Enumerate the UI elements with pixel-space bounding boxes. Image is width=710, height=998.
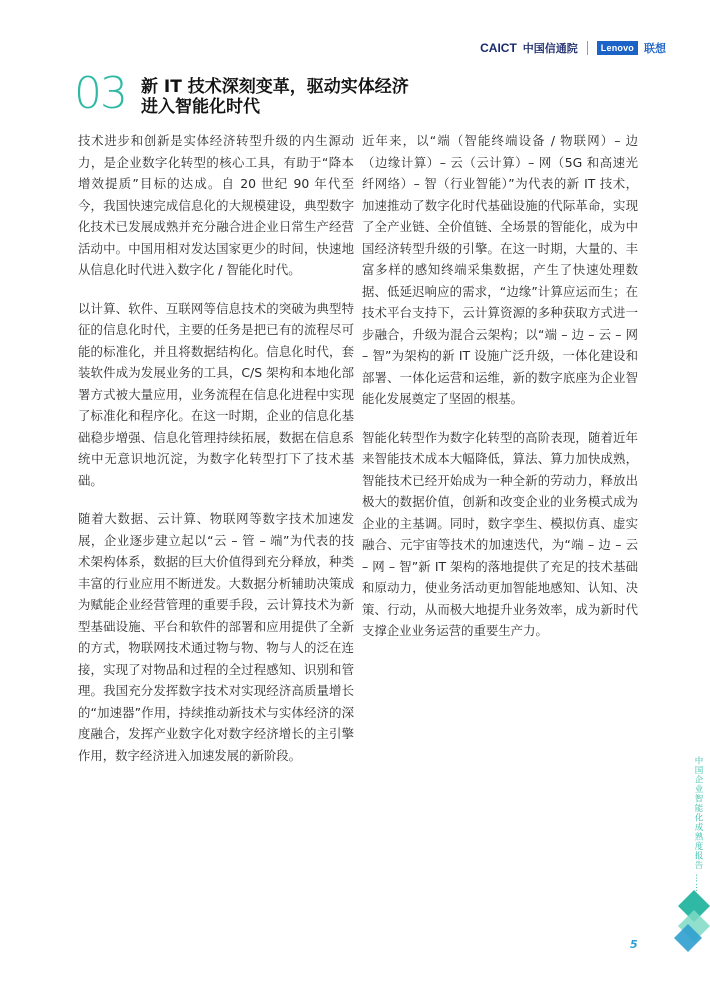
right-column — [362, 130, 638, 659]
logo-divider — [587, 41, 588, 55]
section-title — [141, 77, 501, 117]
page-number: 5 — [630, 938, 638, 951]
paragraph: 技术进步和创新是实体经济转型升级的内生源动力，是企业数字化转型的核心工具，有助于“降本增效提质”目标的达成。自 20 世纪 90 年代至今，我国快速完成信息化的大规模建设，典型数字化技术已发展成熟并充分融合进企业日常生产经营活动中。中国用相对发达国家更少的时间，快速地从信息化时代进入数字化 / 智能化时代。 — [78, 133, 354, 277]
section-title-line1: 新 IT 技术深刻变革，驱动实体经济 — [141, 77, 409, 97]
lenovo-logo: Lenovo — [597, 41, 638, 55]
paragraph: 随着大数据、云计算、物联网等数字技术加速发展，企业逐步建立起以“云 – 管 – 端”为代表的技术架构体系，数据的巨大价值得到充分释放，种类丰富的行业应用不断迸发。大数据分析辅助决策成为赋能企业经营管理的重要手段，云计算技术为新型基础设施、平台和软件的部署和应用提供了全新的方式，物联网技术通过物与物、物与人的泛在连接，实现了对物品和过程的全过程感知、识别和管理。我国充分发挥数字技术对实现经济高质量增长的“加速器”作用，持续推动新技术与实体经济的深度融合，发挥产业数字化对数字经济增长的主引擎作用，数字经济进入加速发展的新阶段。 — [78, 511, 354, 763]
section-title-line2: 进入智能化时代 — [141, 97, 260, 117]
section-number: 03 — [74, 68, 126, 119]
left-column — [78, 130, 354, 783]
paragraph: 智能化转型作为数字化转型的高阶表现，随着近年来智能技术成本大幅降低，算法、算力加快成熟，智能技术已经开始成为一种全新的劳动力，释放出极大的数据价值，创新和改变企业的业务模式成为企业的主基调。同时，数字孪生、模拟仿真、虚实融合、元宇宙等技术的加速迭代，为“端 – 边 – 云 – 网 – 智”新 IT 架构的落地提供了充足的技术基础和原动力，使业务活动更加智能地感知、认知、决策、行动，从而极大地提升业务效率，成为新时代支撑企业业务运营的重要生产力。 — [362, 429, 638, 638]
header-logos — [480, 40, 666, 56]
caict-logo: CAICT — [480, 41, 517, 55]
paragraph: 近年来，以“端（智能终端设备 / 物联网）– 边（边缘计算）– 云（云计算）– 网（5G 和高速光纤网络）– 智（行业智能）”为代表的新 IT 技术，加速推动了数字化时代基础设施的代际革命，实现了全产业链、全价值链、全场景的智能化，成为中国经济转型升级的引擎。在这一时期，大量的、丰富多样的感知终端采集数据，产生了快速处理数据、低延迟响应的需求，“边缘”计算应运而生；在技术平台支持下，云计算资源的多种获取方式进一步融合，升级为混合云架构；以“端 – 边 – 云 – 网 – 智”为架构的新 IT 设施广泛升级，一体化建设和部署、一体化运营和运维，新的数字底座为企业智能化发展奠定了坚固的根基。 — [362, 133, 638, 406]
caict-logo-cn: 中国信通院 — [522, 43, 578, 55]
lenovo-logo-cn: 联想 — [644, 43, 666, 55]
diamond-decoration-icon — [668, 888, 710, 958]
paragraph: 以计算、软件、互联网等信息技术的突破为典型特征的信息化时代，主要的任务是把已有的流程尽可能的标准化，并且将数据结构化。信息化时代，套装软件成为发展业务的工具，C/S 架构和本地化部署方式被大量应用，业务流程在信息化进程中实现了标准化和程序化。在这一时期，企业的信息化基础稳步增强、信息化管理持续拓展，数据在信息系统中无意识地沉淀，为数字化转型打下了技术基础。 — [78, 300, 354, 488]
side-report-label: 中国企业智能化成熟度报告 …… — [693, 756, 703, 893]
